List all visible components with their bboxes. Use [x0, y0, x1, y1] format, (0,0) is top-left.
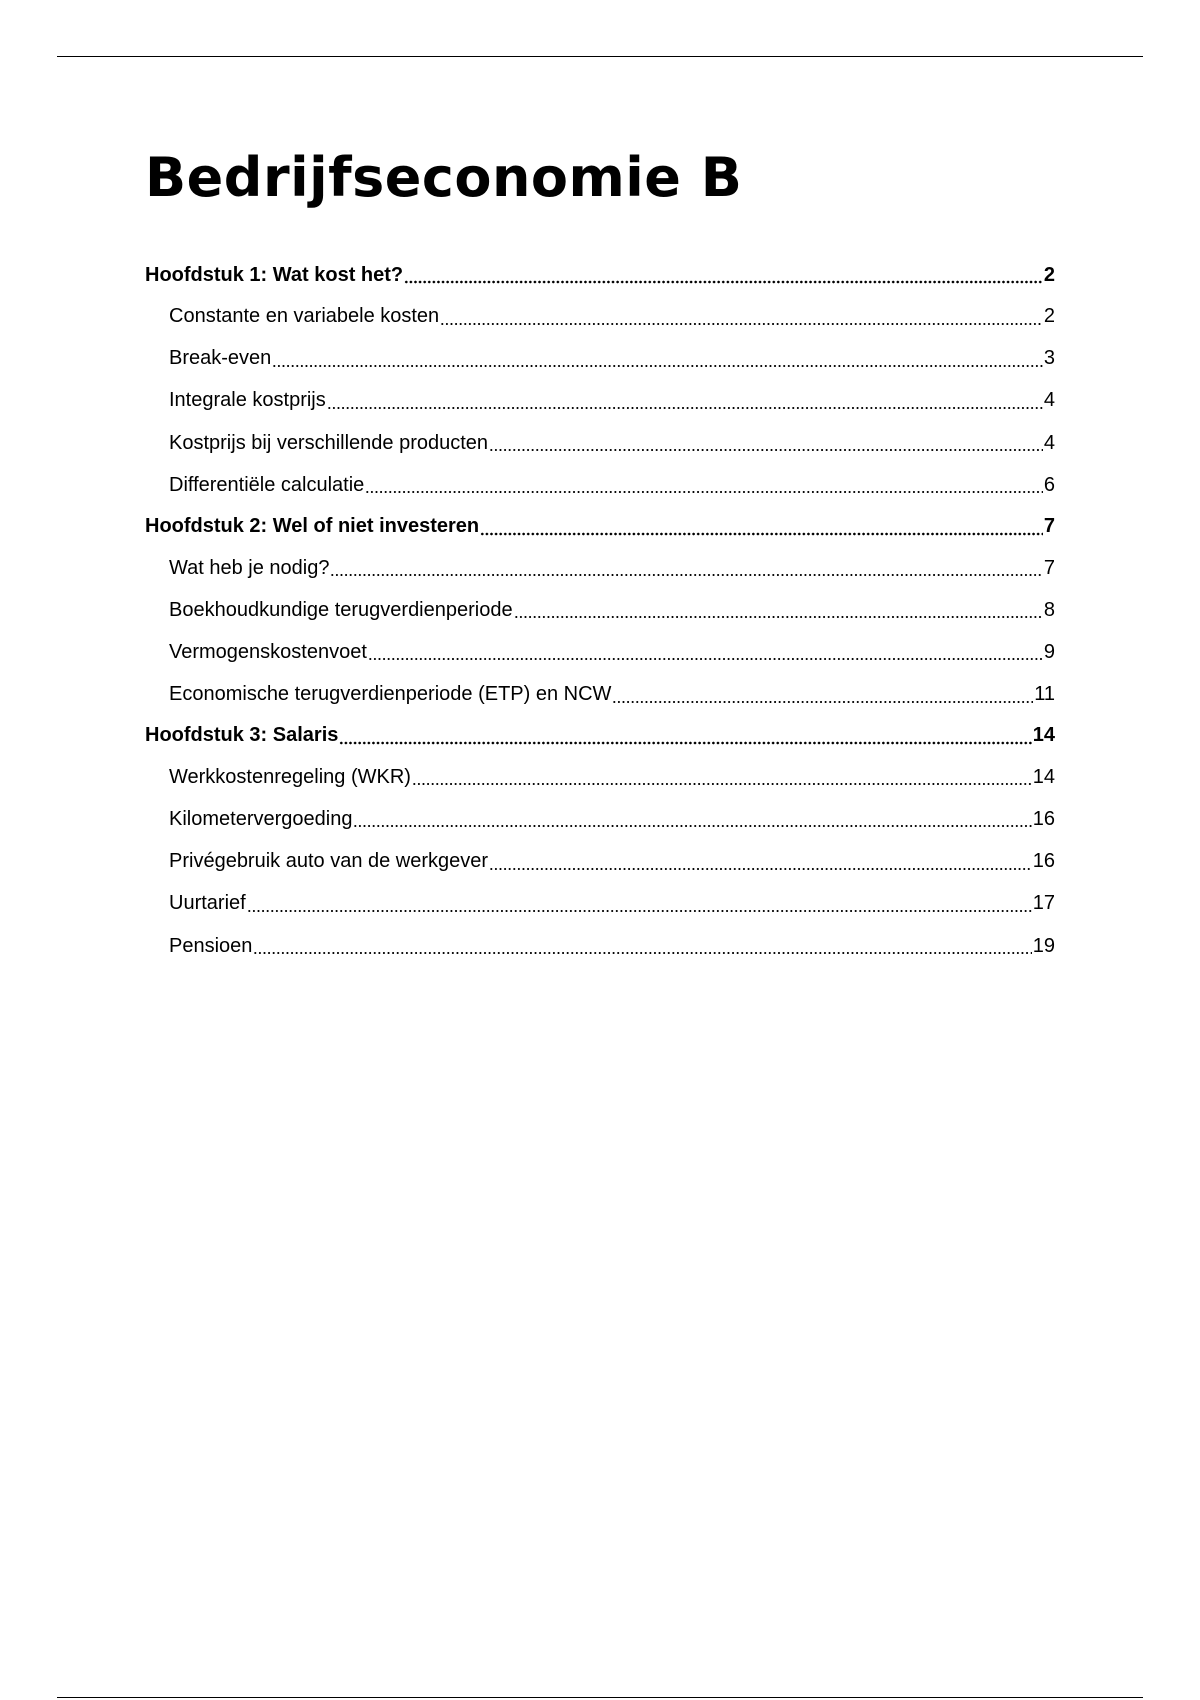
footer-rule: [57, 1697, 1143, 1698]
toc-section[interactable]: [145, 338, 1055, 380]
toc-entry-label: Break-even: [169, 347, 272, 370]
toc-section[interactable]: [145, 296, 1055, 338]
toc-section[interactable]: [145, 547, 1055, 589]
toc-page-number: 4: [1043, 431, 1055, 454]
toc-dot-leader: [489, 852, 1032, 872]
toc-dot-leader: [253, 936, 1031, 956]
toc-entry-label: Kostprijs bij verschillende producten: [169, 431, 489, 454]
toc-section[interactable]: [145, 589, 1055, 631]
toc-page-number: 16: [1032, 807, 1055, 830]
toc-entry-label: Economische terugverdienperiode (ETP) en NCW: [169, 683, 612, 706]
toc-section[interactable]: [145, 422, 1055, 464]
toc-entry-label: Uurtarief: [169, 892, 246, 915]
toc-page-number: 8: [1043, 598, 1055, 621]
toc-entry-label: Integrale kostprijs: [169, 389, 326, 412]
toc-page-number: 14: [1032, 765, 1055, 788]
toc-section[interactable]: [145, 631, 1055, 673]
toc-page-number: 7: [1043, 515, 1055, 538]
toc-entry-label: Vermogenskostenvoet: [169, 640, 367, 663]
document-title: Bedrijfseconomie B: [145, 146, 743, 209]
toc-page-number: 16: [1032, 850, 1055, 873]
toc-entry-label: Boekhoudkundige terugverdienperiode: [169, 598, 513, 621]
toc-page-number: 17: [1032, 892, 1055, 915]
toc-chapter-1[interactable]: [145, 255, 1055, 296]
toc-page-number: 6: [1043, 473, 1055, 496]
toc-entry-label: Constante en variabele kosten: [169, 305, 440, 328]
toc-section[interactable]: [145, 464, 1055, 506]
toc-dot-leader: [353, 809, 1031, 829]
toc-page-number: 3: [1043, 347, 1055, 370]
toc-entry-label: Hoofdstuk 1: Wat kost het?: [145, 263, 404, 286]
toc-dot-leader: [327, 391, 1043, 411]
toc-dot-leader: [330, 558, 1042, 578]
toc-dot-leader: [365, 475, 1043, 495]
toc-page-number: 4: [1043, 389, 1055, 412]
toc-page-number: 14: [1032, 724, 1055, 747]
toc-entry-label: Differentiële calculatie: [169, 473, 365, 496]
toc-entry-label: Wat heb je nodig?: [169, 556, 330, 579]
toc-dot-leader: [247, 894, 1032, 914]
table-of-contents: [145, 255, 1055, 967]
toc-entry-label: Hoofdstuk 3: Salaris: [145, 724, 339, 747]
toc-entry-label: Werkkostenregeling (WKR): [169, 765, 411, 788]
toc-chapter-3[interactable]: [145, 716, 1055, 757]
toc-entry-label: Hoofdstuk 2: Wel of niet investeren: [145, 515, 480, 538]
header-rule: [57, 56, 1143, 57]
toc-dot-leader: [412, 767, 1032, 787]
toc-entry-label: Privégebruik auto van de werkgever: [169, 850, 489, 873]
toc-page-number: 11: [1034, 683, 1055, 706]
toc-dot-leader: [612, 685, 1033, 705]
toc-page-number: 19: [1032, 934, 1055, 957]
toc-dot-leader: [368, 642, 1043, 662]
toc-section[interactable]: [145, 380, 1055, 422]
toc-chapter-2[interactable]: [145, 506, 1055, 547]
toc-page-number: 2: [1043, 305, 1055, 328]
toc-dot-leader: [514, 600, 1043, 620]
toc-dot-leader: [272, 349, 1043, 369]
toc-section[interactable]: [145, 798, 1055, 840]
toc-dot-leader: [480, 517, 1043, 537]
toc-dot-leader: [404, 265, 1043, 285]
toc-entry-label: Kilometervergoeding: [169, 807, 353, 830]
toc-dot-leader: [440, 307, 1043, 327]
toc-page-number: 9: [1043, 640, 1055, 663]
toc-section[interactable]: [145, 674, 1055, 716]
toc-section[interactable]: [145, 925, 1055, 967]
toc-page-number: 7: [1043, 556, 1055, 579]
toc-dot-leader: [489, 433, 1043, 453]
toc-section[interactable]: [145, 841, 1055, 883]
toc-page-number: 2: [1043, 263, 1055, 286]
toc-section[interactable]: [145, 883, 1055, 925]
toc-dot-leader: [339, 726, 1031, 746]
toc-section[interactable]: [145, 756, 1055, 798]
toc-entry-label: Pensioen: [169, 934, 253, 957]
